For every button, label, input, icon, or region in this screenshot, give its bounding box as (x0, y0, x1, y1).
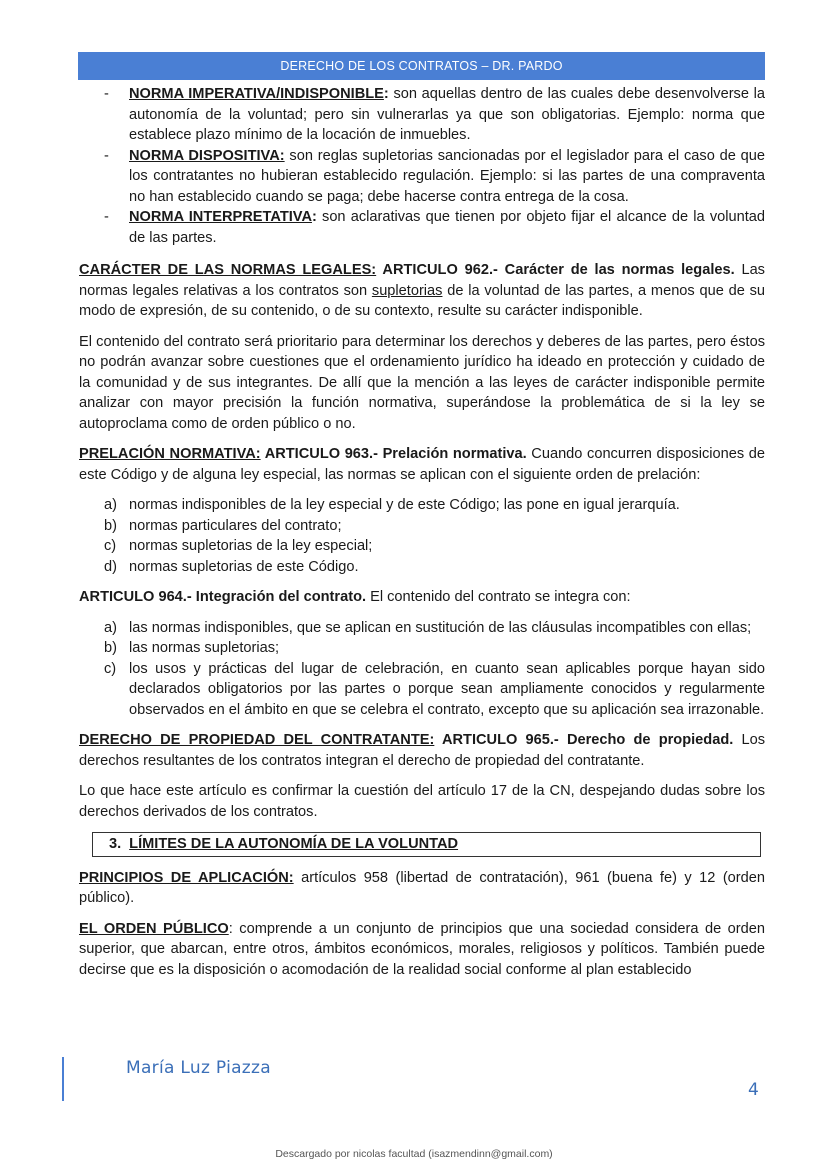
dash-bullet-icon: - (104, 86, 109, 102)
footer-author: María Luz Piazza (126, 1058, 271, 1078)
article-title: ARTICULO 965.- Derecho de propiedad. (434, 732, 734, 748)
article-title: ARTICULO 964.- Integración del contrato. (79, 589, 367, 605)
integracion-paragraph: ARTICULO 964.- Integración del contrato. El contenido del contrato se integra con: (79, 589, 631, 605)
norm-term: NORMA INTERPRETATIVA (129, 209, 312, 225)
contenido-paragraph: El contenido del contrato será prioritario para determinar los derechos y deberes de las partes, pero éstos no podrán avanzar sobre cuestiones que el ordenamiento jurídico ha ideado en protección y cuidado de la comunidad y de sus integrantes. De allí que la mención a las leyes de carácter indisponible permite analizar con mayor precisión la función normativa, superándose la problemática de si la ley se autoproclama como de orden público o no. (79, 333, 765, 432)
list-item: c) normas supletorias de la ley especial; (104, 538, 373, 554)
list-item: d) normas supletorias de este Código. (104, 558, 359, 575)
articulo17-paragraph: Lo que hace este artículo es confirmar la cuestión del artículo 17 de la CN, despejando dudas sobre los derechos derivados de los contratos. (79, 783, 765, 820)
article-title: ARTICULO 962.- Carácter de las normas legales. (376, 262, 735, 278)
section-title: LÍMITES DE LA AUTONOMÍA DE LA VOLUNTAD (129, 836, 459, 852)
orden-publico-paragraph: EL ORDEN PÚBLICO: comprende a un conjunto de principios que una sociedad considera de orden superior, que abarcan, entre otros, ámbitos económicos, morales, religiosos y políticos. También puede decirse que es la disposición o acomodación de la realidad social conforme al plan establecido (79, 920, 765, 978)
dash-bullet-icon: - (104, 209, 109, 225)
norm-text: son aquellas dentro de las cuales debe desenvolverse la autonomía de la voluntad; pero sin vulnerarlas ya que son obligatorias. Ejemplo: norma que establece plazo mínimo de la locación de inmuebles. (129, 86, 765, 143)
header-title: DERECHO DE LOS CONTRATOS – DR. PARDO (280, 59, 563, 73)
article-title: ARTICULO 963.- Prelación normativa. (260, 446, 527, 462)
norm-types-list (79, 84, 765, 248)
section-number: 3. (109, 836, 122, 852)
norm-term: NORMA DISPOSITIVA: (129, 147, 285, 164)
list-item: a) las normas indisponibles, que se aplican en sustitución de las cláusulas incompatibles con ellas; (104, 619, 752, 636)
norm-text: son aclarativas que tienen por objeto fijar el alcance de la voluntad de las partes. (129, 209, 765, 246)
list-item: b) normas particulares del contrato; (104, 517, 342, 534)
caracter-paragraph: CARÁCTER DE LAS NORMAS LEGALES: ARTICULO 962.- Carácter de las normas legales. Las normas legales relativas a los contratos son supletorias de la voluntad de las partes, a menos que de su modo de expresión, de su contenido, o de su contexto, resulte su carácter indisponible. (79, 262, 765, 319)
section-heading: CARÁCTER DE LAS NORMAS LEGALES: (79, 262, 377, 278)
prelacion-paragraph: PRELACIÓN NORMATIVA: ARTICULO 963.- Prelación normativa. Cuando concurren disposiciones de este Código y de alguna ley especial, las normas se aplican con el siguiente orden de prelación: (79, 446, 765, 483)
section-heading: PRELACIÓN NORMATIVA: (79, 446, 261, 462)
section-3-heading (92, 832, 761, 857)
section-heading: EL ORDEN PÚBLICO (79, 920, 229, 937)
footer-divider (62, 1057, 64, 1101)
integracion-list (79, 618, 765, 721)
norm-text: son reglas supletorias sancionadas por el legislador para el caso de que los contratantes no hubieran establecido regulación. Ejemplo: si las partes de una compraventa no han establecido cuando se paga; debe hacerse contra entrega de la cosa. (129, 147, 766, 205)
list-item: c) los usos y prácticas del lugar de celebración, en cuanto sean aplicables porque hayan sido declarados obligatorios por las partes o porque sean ampliamente conocidos y regularmente observados en el ámbito en que se celebra el contrato, excepto que su aplicación sea irrazonable. (104, 660, 765, 718)
download-note: Descargado por nicolas facultad (isazmendinn@gmail.com) (275, 1148, 553, 1160)
principios-paragraph: PRINCIPIOS DE APLICACIÓN: artículos 958 (libertad de contratación), 961 (buena fe) y 12 (orden público). (79, 869, 766, 906)
list-item (79, 146, 765, 208)
prelacion-list (79, 495, 765, 577)
list-item: - NORMA IMPERATIVA/INDISPONIBLE: son aquellas dentro de las cuales debe desenvolverse la autonomía de la voluntad; pero sin vulnerarlas ya que son obligatorias. Ejemplo: norma que establece plazo mínimo de la locación de inmuebles. (104, 86, 765, 143)
section-heading: DERECHO DE PROPIEDAD DEL CONTRATANTE: (79, 732, 435, 748)
propiedad-paragraph: DERECHO DE PROPIEDAD DEL CONTRATANTE: ARTICULO 965.- Derecho de propiedad. Los derechos resultantes de los contratos integran el derecho de propiedad del contratante. (79, 732, 765, 769)
page-header (78, 52, 765, 80)
list-item: - NORMA INTERPRETATIVA: son aclarativas que tienen por objeto fijar el alcance de la voluntad de las partes. (104, 209, 765, 246)
list-item: b) las normas supletorias; (104, 640, 280, 656)
underlined-term: supletorias (371, 282, 443, 299)
document-body (79, 84, 765, 990)
dash-bullet-icon: - (104, 147, 109, 164)
section-heading: PRINCIPIOS DE APLICACIÓN: (79, 869, 294, 886)
norm-term: NORMA IMPERATIVA/INDISPONIBLE (129, 86, 384, 102)
page-number: 4 (748, 1080, 759, 1100)
list-item: a) normas indisponibles de la ley especial y de este Código; las pone en igual jerarquía. (104, 497, 680, 513)
